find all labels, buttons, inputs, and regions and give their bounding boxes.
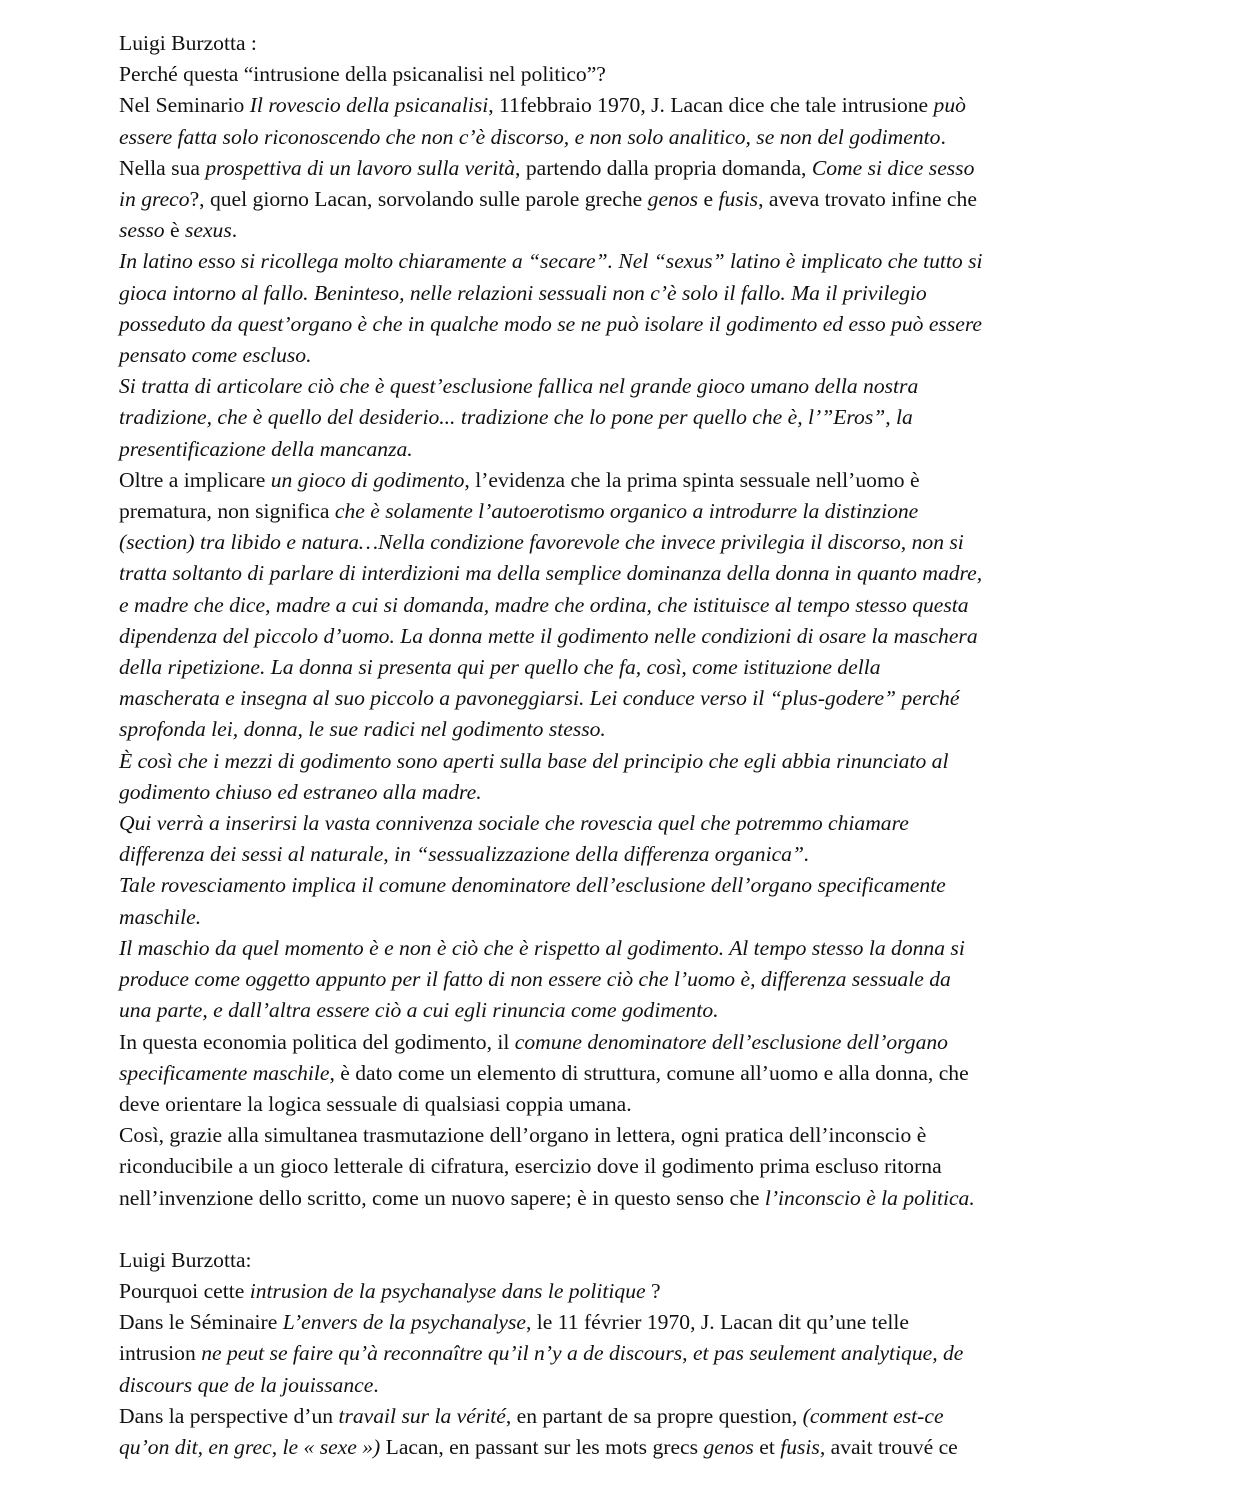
text-line xyxy=(119,1338,1122,1369)
italic-run: in greco xyxy=(119,187,190,212)
text-line xyxy=(119,590,1122,621)
text-line xyxy=(119,1058,1122,1089)
text-line xyxy=(119,1027,1122,1058)
text-line xyxy=(119,434,1122,465)
text-line xyxy=(119,1432,1122,1463)
italic-run: (comment est-ce xyxy=(802,1403,944,1428)
text-line xyxy=(119,278,1122,309)
italic-run: L’envers de la psychanalyse xyxy=(282,1310,526,1335)
text-line xyxy=(119,122,1122,153)
italic-run: intrusion de la psychanalyse dans le politique xyxy=(249,1278,646,1303)
text-line xyxy=(119,714,1122,745)
text-line xyxy=(119,90,1122,121)
text-line xyxy=(119,1151,1122,1182)
text-line xyxy=(119,1245,1122,1276)
italic-run: prospettiva di un lavoro sulla verità xyxy=(205,155,516,180)
italic-run: posseduto da quest’organo è che in qualche modo se ne può isolare il godimento ed esso può essere xyxy=(119,311,983,336)
text-run: , en partant de sa propre question, xyxy=(505,1403,803,1428)
text-run: . xyxy=(373,1372,379,1397)
italic-run: ne peut se faire qu’à reconnaître qu’il n’y a de discours, et pas seulement analytique, de xyxy=(201,1341,964,1366)
italic-run: maschile. xyxy=(119,904,202,929)
italic-run: fusis, xyxy=(780,1434,826,1459)
italic-run: È così che i mezzi di godimento sono aperti sulla base del principio che egli abbia rinunciato al xyxy=(119,748,949,773)
text-run: , l’evidenza che la prima spinta sessuale nell’uomo è xyxy=(464,467,920,492)
text-line xyxy=(119,496,1122,527)
text-line xyxy=(119,59,1122,90)
italic-run: può xyxy=(933,93,966,118)
text-line xyxy=(119,902,1122,933)
italic-run: essere fatta solo riconoscendo che non c’è discorso, e non solo analitico, se non del godimento xyxy=(119,124,941,149)
text-line xyxy=(119,153,1122,184)
text-run: , 11febbraio 1970, J. Lacan dice che tale intrusione xyxy=(488,93,934,118)
italic-run: tradizione, che è quello del desiderio... tradizione che lo pone per quello che è, l’”Eros”, la xyxy=(119,405,913,430)
text-run: , aveva trovato infine che xyxy=(758,187,977,212)
text-run: et xyxy=(753,1434,781,1459)
text-run: prematura, non significa xyxy=(119,499,335,524)
text-line xyxy=(119,964,1122,995)
text-run: Pourquoi cette xyxy=(119,1278,250,1303)
text-run: Dans la perspective d’un xyxy=(119,1403,339,1428)
italic-run: qu’on dit, en grec, le « sexe ») xyxy=(119,1434,381,1459)
text-run: . xyxy=(940,124,946,149)
italic-run: Come si dice sesso xyxy=(811,155,975,180)
text-run: Luigi Burzotta : xyxy=(119,31,257,55)
text-line xyxy=(119,402,1122,433)
text-run: Lacan, en passant sur les mots grecs xyxy=(380,1434,704,1459)
text-line xyxy=(119,1120,1122,1151)
paragraph-gap xyxy=(119,1214,1122,1245)
italic-run: comune denominatore dell’esclusione dell’organo xyxy=(514,1029,948,1054)
text-run: Oltre a implicare xyxy=(119,467,271,492)
text-run: Luigi Burzotta: xyxy=(119,1247,252,1272)
text-line xyxy=(119,558,1122,589)
text-line xyxy=(119,870,1122,901)
text-line xyxy=(119,995,1122,1026)
italic-run: Il maschio da quel momento è e non è ciò che è rispetto al godimento. Al tempo stesso la donna si xyxy=(119,935,965,960)
text-line xyxy=(119,933,1122,964)
text-run: , le 11 février 1970, J. Lacan dit qu’une telle xyxy=(525,1310,909,1335)
text-run: . xyxy=(231,218,238,243)
text-line xyxy=(119,621,1122,652)
text-line xyxy=(119,309,1122,340)
text-line xyxy=(119,746,1122,777)
italic-run: sprofonda lei, donna, le sue radici nel godimento stesso. xyxy=(119,717,606,742)
italic-run: differenza dei sessi al naturale, in “sessualizzazione della differenza organica”. xyxy=(119,842,810,867)
italic-run: e madre che dice, madre a cui si domanda, madre che ordina, che istituisce al tempo stesso questa xyxy=(119,592,969,617)
text-line xyxy=(119,340,1122,371)
italic-run: tratta soltanto di parlare di interdizioni ma della semplice dominanza della donna in quanto madre, xyxy=(119,561,983,586)
italic-run: specificamente maschile xyxy=(119,1060,330,1085)
text-line xyxy=(119,371,1122,402)
italic-run: produce come oggetto appunto per il fatto di non essere ciò che l’uomo è, differenza sessuale da xyxy=(119,967,951,992)
text-run: ?, quel giorno Lacan, sorvolando sulle parole greche xyxy=(189,187,648,212)
text-line xyxy=(119,465,1122,496)
text-line xyxy=(119,652,1122,683)
italic-run: presentificazione della mancanza. xyxy=(119,436,413,461)
italic-run: godimento chiuso ed estraneo alla madre. xyxy=(119,779,482,804)
text-line xyxy=(119,1089,1122,1120)
text-run: nell’invenzione dello scritto, come un nuovo sapere; è in questo senso che xyxy=(119,1185,765,1210)
text-line xyxy=(119,839,1122,870)
italic-run: un gioco di godimento xyxy=(270,467,465,492)
text-line xyxy=(119,215,1122,246)
text-line xyxy=(119,184,1122,215)
italic-run: gioca intorno al fallo. Beninteso, nelle relazioni sessuali non c’è solo il fallo. Ma il privilegio xyxy=(119,280,927,305)
italic-run: discours que de la jouissance xyxy=(119,1372,374,1397)
italic-run: mascherata e insegna al suo piccolo a pavoneggiarsi. Lei conduce verso il “plus-godere” perché xyxy=(119,686,960,711)
text-run: Nel Seminario xyxy=(119,93,250,118)
text-line xyxy=(119,808,1122,839)
text-run: deve orientare la logica sessuale di qualsiasi coppia umana. xyxy=(119,1091,632,1116)
italic-run: l’inconscio è la politica. xyxy=(764,1185,975,1210)
text-line xyxy=(119,28,1122,59)
italic-run: una parte, e dall’altra essere ciò a cui egli rinuncia come godimento. xyxy=(119,998,719,1023)
text-line xyxy=(119,1183,1122,1214)
italic-run: travail sur la vérité xyxy=(338,1403,506,1428)
italic-run: pensato come escluso. xyxy=(119,343,312,368)
text-run: Dans le Séminaire xyxy=(119,1310,283,1335)
text-run: , è dato come un elemento di struttura, comune all’uomo e alla donna, che xyxy=(329,1060,969,1085)
italic-run: Tale rovesciamento implica il comune denominatore dell’esclusione dell’organo specificamente xyxy=(119,873,946,898)
italic-run: che è solamente l’autoerotismo organico a introdurre la distinzione xyxy=(334,499,919,524)
text-line xyxy=(119,527,1122,558)
italic-run: della ripetizione. La donna si presenta qui per quello che fa, così, come istituzione della xyxy=(119,655,881,680)
italic-run: fusis xyxy=(718,187,759,212)
text-run: e xyxy=(698,187,719,212)
text-run: è xyxy=(164,218,185,243)
italic-run: Il rovescio della psicanalisi xyxy=(249,93,489,118)
text-run: avait trouvé ce xyxy=(825,1434,958,1459)
text-run: riconducibile a un gioco letterale di cifratura, esercizio dove il godimento prima escluso ritorna xyxy=(119,1154,942,1179)
italic-run: Qui verrà a inserirsi la vasta connivenza sociale che rovescia quel che potremmo chiamare xyxy=(119,811,909,836)
italic-run: sesso xyxy=(119,218,165,243)
text-line xyxy=(119,683,1122,714)
text-run: Nella sua xyxy=(119,155,206,180)
text-run: In questa economia politica del godimento, il xyxy=(119,1029,515,1054)
text-run: intrusion xyxy=(119,1341,202,1366)
text-line xyxy=(119,1401,1122,1432)
text-run: Perché questa “intrusione della psicanalisi nel politico”? xyxy=(119,62,606,87)
text-run: Così, grazie alla simultanea trasmutazione dell’organo in lettera, ogni pratica dell’inconscio è xyxy=(119,1123,927,1148)
text-line xyxy=(119,1307,1122,1338)
italic-run: genos xyxy=(647,187,699,212)
text-line xyxy=(119,777,1122,808)
italic-run: Si tratta di articolare ciò che è quest’esclusione fallica nel grande gioco umano della nostra xyxy=(119,374,919,399)
italic-run: dipendenza del piccolo d’uomo. La donna mette il godimento nelle condizioni di osare la maschera xyxy=(119,623,978,648)
text-line xyxy=(119,1276,1122,1307)
italic-run: sexus xyxy=(184,218,232,243)
italic-run: (section) tra libido e natura…Nella condizione favorevole che invece privilegia il discorso, non si xyxy=(119,530,964,555)
text-run: , partendo dalla propria domanda, xyxy=(515,155,812,180)
italic-run: In latino esso si ricollega molto chiaramente a “secare”. Nel “sexus” latino è implicato che tutto si xyxy=(119,249,983,274)
italic-run: genos xyxy=(703,1434,754,1459)
text-line xyxy=(119,1370,1122,1401)
text-run: ? xyxy=(645,1278,661,1303)
text-line xyxy=(119,246,1122,277)
